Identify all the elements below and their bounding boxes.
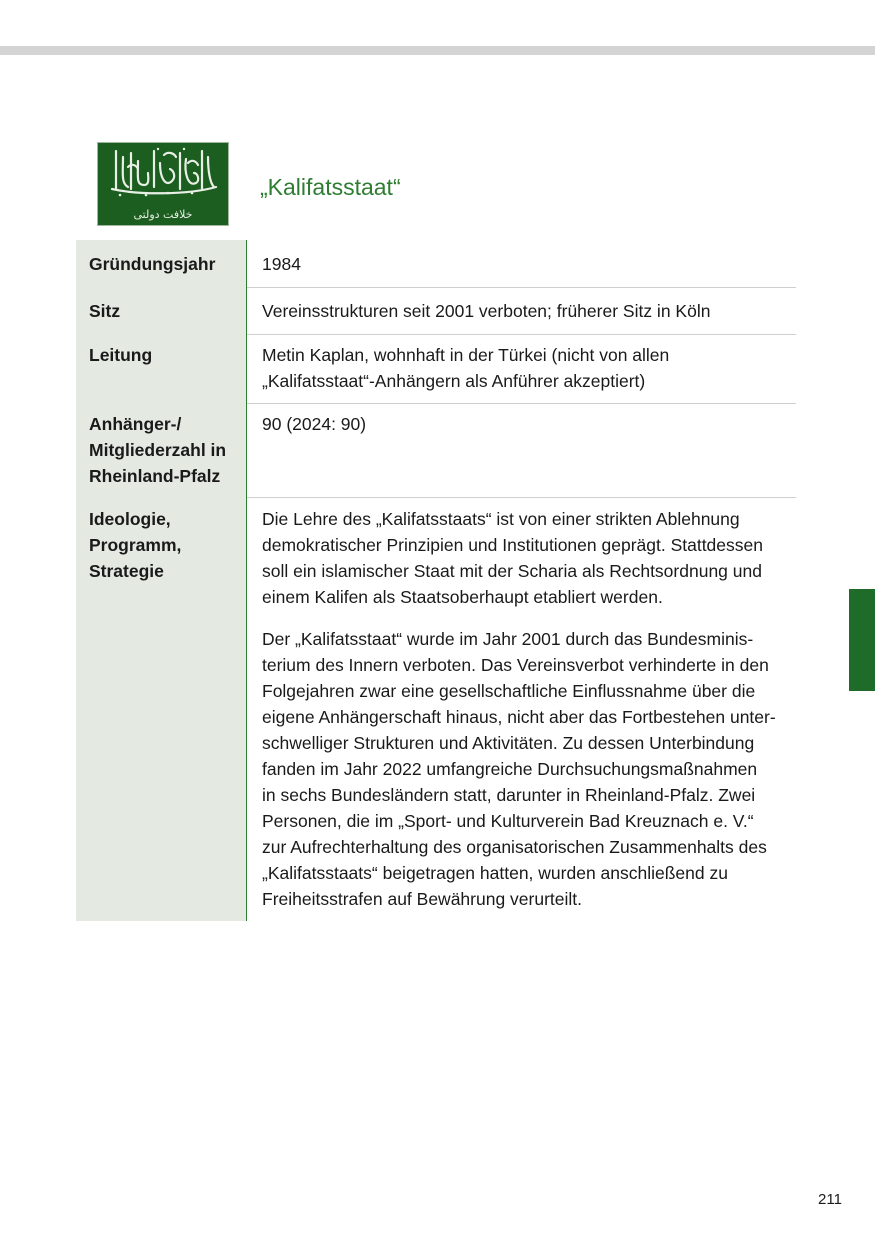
leadership-value bbox=[247, 335, 796, 404]
ideology-text-line: Folgejahren zwar eine gesellschaftliche Einflussnahme über die bbox=[262, 681, 756, 701]
kalifatsstaat-flag-logo bbox=[97, 142, 229, 226]
flag-arabic-caption: خلافت دولتی bbox=[133, 208, 193, 221]
table-row-founding-year bbox=[76, 240, 796, 288]
table-row-seat bbox=[76, 288, 796, 335]
ideology-paragraph-2 bbox=[262, 626, 792, 912]
chapter-tab-marker bbox=[849, 589, 875, 691]
ideology-paragraph-1 bbox=[262, 506, 792, 610]
ideology-text-line: in sechs Bundesländern statt, darunter in Rheinland-Pfalz. Zwei bbox=[262, 785, 756, 805]
top-rule bbox=[0, 46, 875, 55]
member-count-label-line: Anhänger-/ bbox=[89, 414, 182, 434]
ideology-text-line: demokratischer Prinzipien und Institutionen geprägt. Stattdessen bbox=[262, 535, 763, 555]
table-row-ideology bbox=[76, 498, 796, 921]
ideology-text-line: „Kalifatsstaats“ beigetragen hatten, wurden anschließend zu bbox=[262, 863, 728, 883]
seat-label: Sitz bbox=[76, 288, 247, 335]
page-number: 211 bbox=[818, 1191, 842, 1208]
table-row-leadership bbox=[76, 335, 796, 404]
leadership-value-line: Metin Kaplan, wohnhaft in der Türkei (nicht von allen bbox=[262, 345, 670, 365]
ideology-text-line: Der „Kalifatsstaat“ wurde im Jahr 2001 durch das Bundesminis- bbox=[262, 629, 754, 649]
ideology-label-line: Programm, bbox=[89, 535, 182, 555]
member-count-label-line: Mitgliederzahl in bbox=[89, 440, 227, 460]
member-count-label-line: Rheinland-Pfalz bbox=[89, 466, 221, 486]
ideology-label-line: Strategie bbox=[89, 561, 164, 581]
ideology-text-line: terium des Innern verboten. Das Vereinsverbot verhinderte in den bbox=[262, 655, 769, 675]
ideology-label-line: Ideologie, bbox=[89, 509, 171, 529]
leadership-value-line: „Kalifatsstaat“-Anhängern als Anführer akzeptiert) bbox=[262, 371, 646, 391]
founding-year-label: Gründungsjahr bbox=[76, 240, 247, 288]
ideology-text-line: Freiheitsstrafen auf Bewährung verurteilt. bbox=[262, 889, 583, 909]
founding-year-value: 1984 bbox=[247, 240, 796, 288]
organization-profile-table bbox=[76, 240, 796, 921]
ideology-text-line: schwelliger Strukturen und Aktivitäten. Zu dessen Unterbindung bbox=[262, 733, 755, 753]
ideology-label bbox=[76, 498, 247, 921]
member-count-label bbox=[76, 404, 247, 498]
ideology-text-line: eigene Anhängerschaft hinaus, nicht aber das Fortbestehen unter- bbox=[262, 707, 776, 727]
ideology-text-line: zur Aufrechterhaltung des organisatorischen Zusammenhalts des bbox=[262, 837, 767, 857]
ideology-text-line: Personen, die im „Sport- und Kulturverein Bad Kreuznach e. V.“ bbox=[262, 811, 754, 831]
ideology-text-line: soll ein islamischer Staat mit der Scharia als Rechtsordnung und bbox=[262, 561, 762, 581]
ideology-text-line: einem Kalifen als Staatsoberhaupt etabliert werden. bbox=[262, 587, 663, 607]
ideology-text-line: Die Lehre des „Kalifatsstaats“ ist von einer strikten Ablehnung bbox=[262, 509, 740, 529]
page-title: „Kalifatsstaat“ bbox=[260, 174, 401, 200]
table-row-member-count bbox=[76, 404, 796, 498]
ideology-value bbox=[247, 498, 796, 921]
leadership-label: Leitung bbox=[76, 335, 247, 404]
member-count-value: 90 (2024: 90) bbox=[247, 404, 796, 498]
seat-value: Vereinsstrukturen seit 2001 verboten; früherer Sitz in Köln bbox=[247, 288, 796, 335]
ideology-text-line: fanden im Jahr 2022 umfangreiche Durchsuchungsmaßnahmen bbox=[262, 759, 758, 779]
